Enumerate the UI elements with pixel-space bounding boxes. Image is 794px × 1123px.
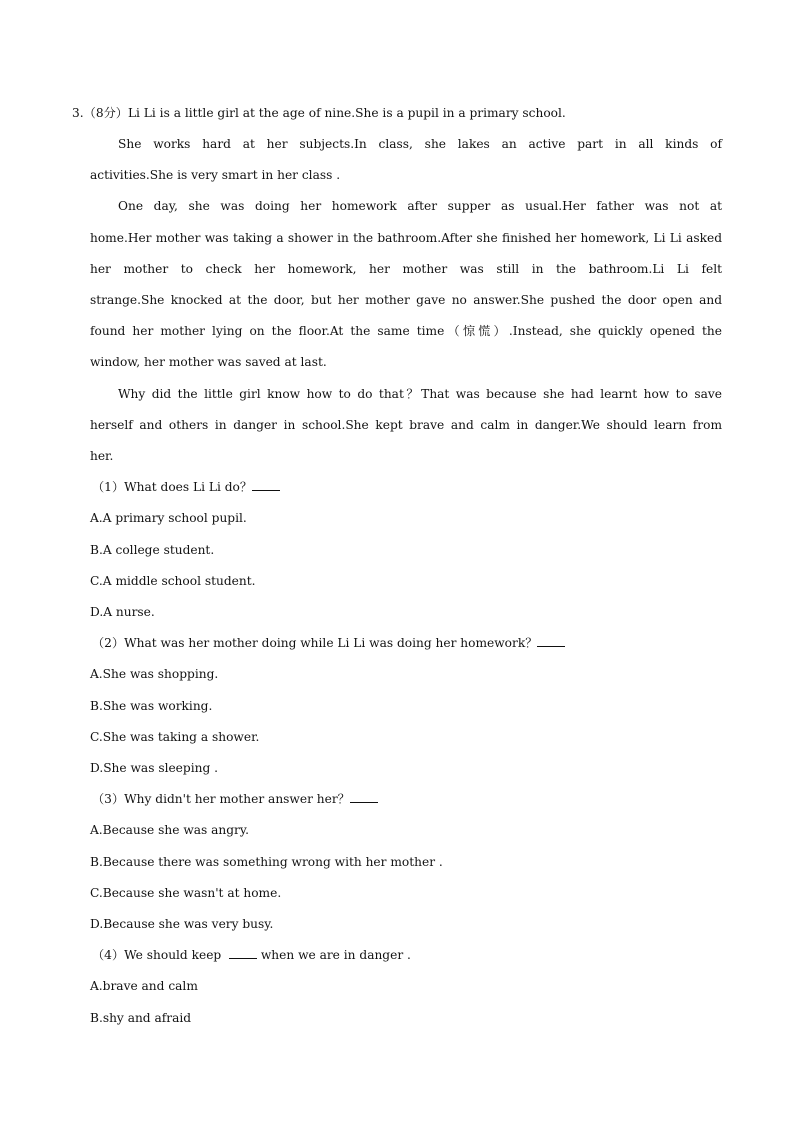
passage-line: window, her mother was saved at last. <box>90 355 327 369</box>
option-d: D.A nurse. <box>90 605 155 619</box>
passage-line: She works hard at her subjects.In class, she lakes an active part in all kinds of <box>118 137 722 151</box>
passage-line: her mother to check her homework, her mother was still in the bathroom.Li Li felt <box>90 262 722 276</box>
sub-question-prompt: （1）What does Li Li do？ <box>92 480 253 494</box>
answer-blank <box>252 479 280 491</box>
option-a: A.brave and calm <box>90 979 198 993</box>
option-c: C.Because she wasn't at home. <box>90 886 282 900</box>
option-a: A.She was shopping. <box>90 667 219 681</box>
sub-question-1 <box>92 479 280 495</box>
answer-blank <box>350 791 378 803</box>
option-a: A.Because she was angry. <box>90 823 250 837</box>
option-c: C.A middle school student. <box>90 574 256 588</box>
passage-line: strange.She knocked at the door, but her mother gave no answer.She pushed the door open and <box>90 293 722 307</box>
passage-line: home.Her mother was taking a shower in the bathroom.After she finished her homework, Li Li asked <box>90 231 722 245</box>
sub-question-prompt: （4）We should keep <box>92 948 226 962</box>
answer-blank <box>537 635 565 647</box>
passage-line: found her mother lying on the floor.At the same time（惊慌）.Instead, she quickly opened the <box>90 324 722 338</box>
passage-line: herself and others in danger in school.She kept brave and calm in danger.We should learn from <box>90 418 722 432</box>
option-b: B.shy and afraid <box>90 1011 192 1025</box>
passage-line: One day, she was doing her homework after supper as usual.Her father was not at <box>118 199 722 213</box>
passage-line: Why did the little girl know how to do that？That was because she had learnt how to save <box>118 387 722 401</box>
option-c: C.She was taking a shower. <box>90 730 260 744</box>
option-b: B.A college student. <box>90 543 215 557</box>
question-header: 3.（8分）Li Li is a little girl at the age of nine.She is a pupil in a primary school. <box>72 106 566 120</box>
passage-line: her. <box>90 449 114 463</box>
sub-question-4 <box>92 947 411 963</box>
option-a: A.A primary school pupil. <box>90 511 247 525</box>
sub-question-prompt-end: when we are in danger . <box>256 948 411 962</box>
option-d: D.Because she was very busy. <box>90 917 274 931</box>
option-b: B.Because there was something wrong with her mother . <box>90 855 443 869</box>
sub-question-prompt: （3）Why didn't her mother answer her？ <box>92 792 350 806</box>
option-b: B.She was working. <box>90 699 213 713</box>
sub-question-3 <box>92 791 378 807</box>
sub-question-prompt: （2）What was her mother doing while Li Li was doing her homework？ <box>92 636 538 650</box>
passage-line: activities.She is very smart in her class . <box>90 168 341 182</box>
answer-blank <box>229 947 257 959</box>
option-d: D.She was sleeping . <box>90 761 218 775</box>
sub-question-2 <box>92 635 565 651</box>
